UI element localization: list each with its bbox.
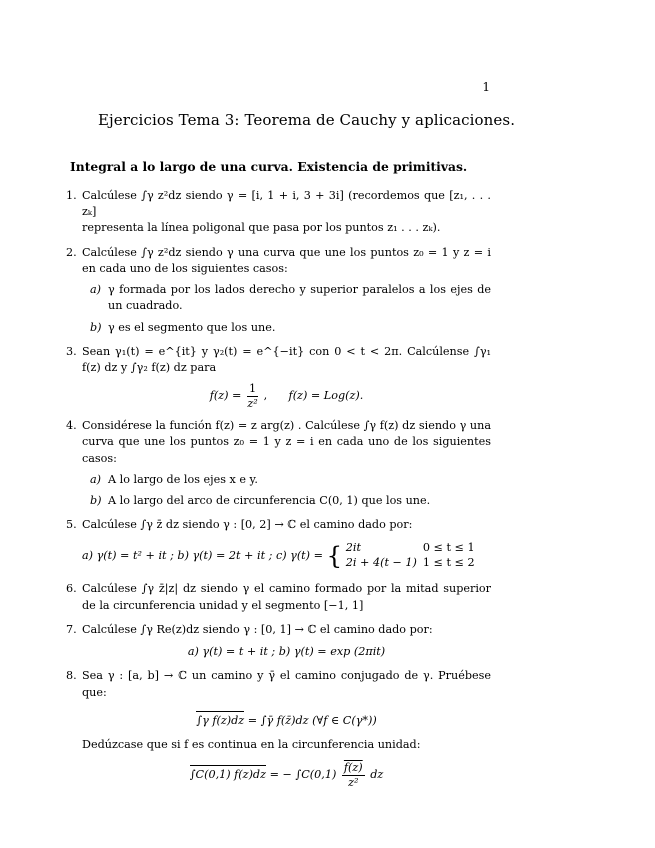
formula-separator: , (263, 389, 268, 403)
exercise-3-text: Sean γ₁(t) = e^{it} y γ₂(t) = e^{−it} con 0 < t < 2π. Calcúlense ∫γ₁ f(z) dz y ∫γ₂ f(z) dz para (82, 344, 491, 375)
document-title: Ejercicios Tema 3: Teorema de Cauchy y aplicaciones. (98, 111, 516, 129)
formula-rhs: = ∫γ̄ f(z̄)dz (∀f ∈ C(γ*)) (247, 713, 377, 727)
case-expression: 2i + 4(t − 1) (345, 556, 417, 570)
item-text: A lo largo de los ejes x e y. (108, 472, 258, 486)
fraction-numerator: 1 (248, 382, 257, 396)
item-label: b) (90, 320, 102, 334)
fraction-denominator: z² (348, 775, 359, 789)
exercise-2-item-b (82, 320, 491, 336)
exercise-8-deduce: Dedúzcase que si f es continua en la circunferencia unidad: (82, 737, 421, 751)
exercise-4-item-b (82, 493, 491, 509)
item-text: A lo largo del arco de circunferencia C(0, 1) que los une. (108, 494, 431, 508)
exercise-2-text: Calcúlese ∫γ z²dz siendo γ una curva que une los puntos z₀ = 1 y z = i en cada uno de los siguientes casos: (82, 245, 491, 275)
fraction (342, 761, 365, 789)
item-text: γ formada por los lados derecho y superior paralelos a los ejes de un cuadrado. (108, 283, 491, 313)
exercise-number: 8. (66, 669, 77, 683)
exercise-1 (66, 188, 491, 237)
formula-right: f(z) = Log(z). (288, 389, 364, 403)
exercise-5 (66, 517, 491, 573)
exercise-number: 4. (66, 419, 77, 433)
exercise-4 (66, 418, 491, 509)
exercise-6-text: Calcúlese ∫γ z̄|z| dz siendo γ el camino formado por la mitad superior de la circunferencia unidad y el segmento [−1, 1] (82, 582, 491, 612)
exercise-2-item-a (82, 282, 491, 314)
exercise-6 (66, 581, 491, 613)
conjugated-integral: ∫γ f(z)dz (196, 711, 244, 729)
item-label: a) (90, 472, 102, 486)
formula-middle: = − ∫C(0,1) (269, 768, 337, 782)
page-number: 1 (482, 80, 490, 94)
case-row (346, 540, 481, 555)
exercise-7-text: Calcúlese ∫γ Re(z)dz siendo γ : [0, 1] → ℂ el camino dado por: (82, 622, 433, 636)
exercise-5-text: Calcúlese ∫γ z̄ dz siendo γ : [0, 2] → ℂ el camino dado por: (82, 518, 413, 532)
exercise-4-item-a (82, 472, 491, 488)
exercise-number: 3. (66, 344, 77, 358)
exercise-7-formula: a) γ(t) = t + it ; b) γ(t) = exp (2πit) (187, 645, 386, 659)
case-row (346, 555, 481, 570)
exercise-1-line-2: representa la línea poligonal que pasa por los puntos z₁ . . . zₖ). (82, 221, 441, 235)
exercise-number: 5. (66, 518, 77, 532)
exercise-number: 1. (66, 189, 77, 202)
exercise-2 (66, 245, 491, 336)
exercise-7 (66, 622, 491, 660)
case-condition: 1 ≤ t ≤ 2 (422, 556, 475, 570)
exercise-list (66, 188, 491, 797)
exercise-8-text: Sea γ : [a, b] → ℂ un camino y γ̄ el camino conjugado de γ. Pruébese que: (82, 669, 491, 699)
formula-left: f(z) = (209, 389, 245, 403)
left-brace: { (326, 540, 343, 570)
case-expression: 2it (345, 541, 361, 555)
item-text: γ es el segmento que los une. (108, 320, 276, 334)
exercise-1-line-1: Calcúlese ∫γ z²dz siendo γ = [i, 1 + i, 3 + 3i] (recordemos que [z₁, . . . zₖ] (82, 189, 491, 219)
exercise-8-formula-1 (82, 711, 491, 729)
exercise-4-text: Considérese la función f(z) = z arg(z) . Calcúlese ∫γ f(z) dz siendo γ una curva que une los puntos z₀ = 1 y z = i en cada uno de los siguientes casos: (82, 419, 491, 465)
fraction-numerator: f(z) (343, 761, 363, 775)
exercise-5-formula (82, 538, 491, 574)
exercise-number: 6. (66, 582, 77, 596)
exercise-number: 2. (66, 245, 77, 259)
formula-end: dz (370, 768, 384, 782)
item-label: b) (90, 494, 102, 508)
formula-left: a) γ(t) = t² + it ; b) γ(t) = 2t + it ; c) γ(t) = (82, 548, 323, 562)
exercise-8-formula-2 (82, 761, 491, 789)
case-condition: 0 ≤ t ≤ 1 (422, 541, 475, 555)
fraction-denominator: z² (247, 396, 258, 410)
fraction (247, 382, 258, 410)
section-heading: Integral a lo largo de una curva. Existencia de primitivas. (70, 159, 468, 174)
exercise-8 (66, 668, 491, 789)
conjugated-integral: ∫C(0,1) f(z)dz (190, 765, 266, 783)
exercise-3-formula (82, 382, 491, 410)
exercise-number: 7. (66, 622, 77, 636)
item-label: a) (90, 283, 102, 297)
exercise-3 (66, 344, 491, 410)
piecewise-cases (346, 540, 481, 570)
